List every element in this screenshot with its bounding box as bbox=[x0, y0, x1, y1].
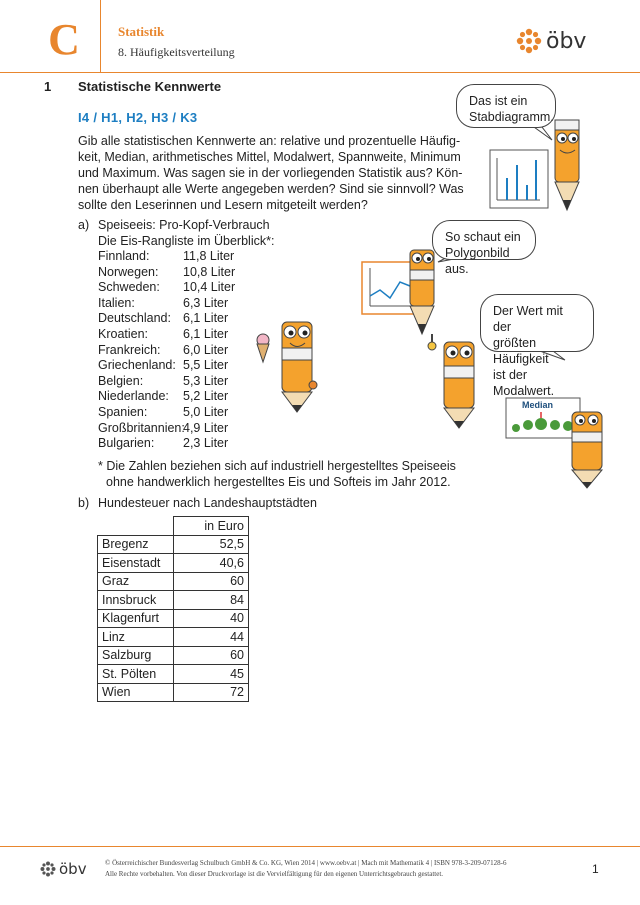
paragraph-line: keit, Median, arithmetisches Mittel, Modalwert, Spannweite, Minimum bbox=[78, 150, 461, 164]
chapter-subtitle: 8. Häufigkeitsverteilung bbox=[118, 45, 235, 59]
bubble-line: Stabdiagramm. bbox=[469, 110, 554, 124]
copyright-line: © Österreichischer Bundesverlag Schulbuch GmbH & Co. KG, Wien 2014 | www.oebv.at | Mach mit Mathematik 4 | ISBN 978-3-209-07128-6 bbox=[105, 859, 507, 867]
competency-codes: I4 / H1, H2, H3 / K3 bbox=[78, 110, 198, 125]
country: Spanien: bbox=[98, 404, 148, 419]
paragraph-line: Gib alle statistischen Kennwerte an: relative und prozentuelle Häufig- bbox=[78, 134, 461, 148]
value-cell: 52,5 bbox=[174, 535, 249, 554]
country: Norwegen: bbox=[98, 264, 159, 279]
item-a-subtitle: Die Eis-Rangliste im Überblick*: bbox=[98, 233, 275, 248]
country: Bulgarien: bbox=[98, 436, 155, 451]
paragraph-line: nen überhaupt alle Werte angegeben werden? Sind sie sinnvoll? Was bbox=[78, 182, 464, 196]
footnote-line: * Die Zahlen beziehen sich auf industriell hergestelltes Speiseeis bbox=[98, 459, 456, 473]
consumption: 6,0 Liter bbox=[183, 342, 229, 357]
bubble-line: So schaut ein bbox=[445, 230, 521, 244]
speech-bubble-polygon bbox=[432, 220, 536, 276]
page-number: 1 bbox=[592, 862, 599, 876]
consumption: 6,3 Liter bbox=[183, 295, 229, 310]
item-a-label: a) bbox=[78, 218, 90, 232]
city-cell: Linz bbox=[98, 628, 174, 647]
value-cell: 40,6 bbox=[174, 554, 249, 573]
value-cell: 44 bbox=[174, 628, 249, 647]
copyright-notice bbox=[105, 858, 507, 880]
consumption: 11,8 Liter bbox=[183, 249, 235, 263]
country: Niederlande: bbox=[98, 389, 169, 404]
bubble-line: größten Häufigkeit bbox=[493, 336, 549, 366]
footer-logo bbox=[40, 860, 87, 878]
median-sign-label: Median bbox=[522, 400, 554, 410]
speech-bubble-modal-value bbox=[480, 294, 594, 398]
city-cell: Innsbruck bbox=[98, 591, 174, 610]
country: Kroatien: bbox=[98, 326, 149, 341]
footnote-line: ohne handwerklich hergestelltes Eis und Softeis im Jahr 2012. bbox=[106, 475, 451, 489]
bubble-line: Das ist ein bbox=[469, 94, 528, 108]
paragraph-line: und Maximum. Was sagen sie in der vorliegenden Statistik aus? Kön- bbox=[78, 166, 463, 180]
city-cell: Wien bbox=[98, 683, 174, 702]
pencil-median-illustration bbox=[506, 398, 602, 488]
consumption: 6,1 Liter bbox=[183, 326, 229, 341]
item-b-title: Hundesteuer nach Landeshauptstädten bbox=[98, 496, 317, 510]
country: Schweden: bbox=[98, 280, 160, 295]
pencil-ice-cream-illustration bbox=[257, 322, 317, 412]
bubble-line: ist der Modalwert. bbox=[493, 368, 555, 398]
speech-bubble-bar-chart bbox=[456, 84, 556, 128]
value-cell: 40 bbox=[174, 609, 249, 628]
country: Frankreich: bbox=[98, 342, 161, 357]
city-cell: Salzburg bbox=[98, 646, 174, 665]
value-cell: 60 bbox=[174, 646, 249, 665]
pencil-pointing-illustration bbox=[428, 334, 474, 428]
obv-star-icon bbox=[40, 861, 56, 877]
item-b-label: b) bbox=[78, 496, 90, 510]
paragraph-line: sollte den Leserinnen und Lesern mitgeteilt werden? bbox=[78, 198, 368, 212]
consumption: 2,3 Liter bbox=[183, 436, 229, 451]
consumption: 5,2 Liter bbox=[183, 389, 229, 404]
consumption: 6,1 Liter bbox=[183, 311, 229, 326]
country: Großbritannien: bbox=[98, 420, 185, 435]
exercise-title: Statistische Kennwerte bbox=[78, 79, 222, 94]
value-cell: 72 bbox=[174, 683, 249, 702]
bubble-line: Polygonbild aus. bbox=[445, 246, 510, 276]
city-cell: Eisenstadt bbox=[98, 554, 174, 573]
value-cell: 84 bbox=[174, 591, 249, 610]
city-cell: Bregenz bbox=[98, 535, 174, 554]
pencil-polygon-chart-illustration bbox=[362, 250, 434, 334]
bubble-line: Der Wert mit der bbox=[493, 304, 563, 334]
country: Italien: bbox=[98, 295, 135, 310]
country: Griechenland: bbox=[98, 358, 176, 373]
consumption: 5,3 Liter bbox=[183, 373, 229, 388]
column-header: in Euro bbox=[174, 517, 249, 536]
footer-logo-text: öbv bbox=[59, 860, 87, 878]
city-cell: Klagenfurt bbox=[98, 609, 174, 628]
city-cell: Graz bbox=[98, 572, 174, 591]
value-cell: 60 bbox=[174, 572, 249, 591]
chapter-title: Statistik bbox=[118, 24, 165, 39]
country: Deutschland: bbox=[98, 311, 171, 326]
pencil-bar-chart-illustration bbox=[490, 120, 579, 210]
copyright-line: Alle Rechte vorbehalten. Von dieser Druckvorlage ist die Vervielfältigung für den eigenen Unterrichtsgebrauch gestattet. bbox=[105, 870, 444, 878]
consumption: 10,8 Liter bbox=[183, 264, 236, 279]
value-cell: 45 bbox=[174, 665, 249, 684]
consumption: 5,0 Liter bbox=[183, 404, 229, 419]
consumption: 10,4 Liter bbox=[183, 280, 236, 295]
consumption: 5,5 Liter bbox=[183, 358, 229, 373]
country: Belgien: bbox=[98, 373, 144, 388]
chapter-letter: C bbox=[48, 15, 80, 64]
consumption: 4,9 Liter bbox=[183, 420, 229, 435]
item-a-title: Speiseeis: Pro-Kopf-Verbrauch bbox=[98, 218, 270, 232]
country: Finnland: bbox=[98, 249, 150, 263]
bar-chart-board bbox=[490, 150, 548, 208]
city-cell: St. Pölten bbox=[98, 665, 174, 684]
logo-text: öbv bbox=[546, 28, 587, 54]
exercise-number: 1 bbox=[44, 79, 52, 94]
footer-rule bbox=[0, 846, 640, 847]
